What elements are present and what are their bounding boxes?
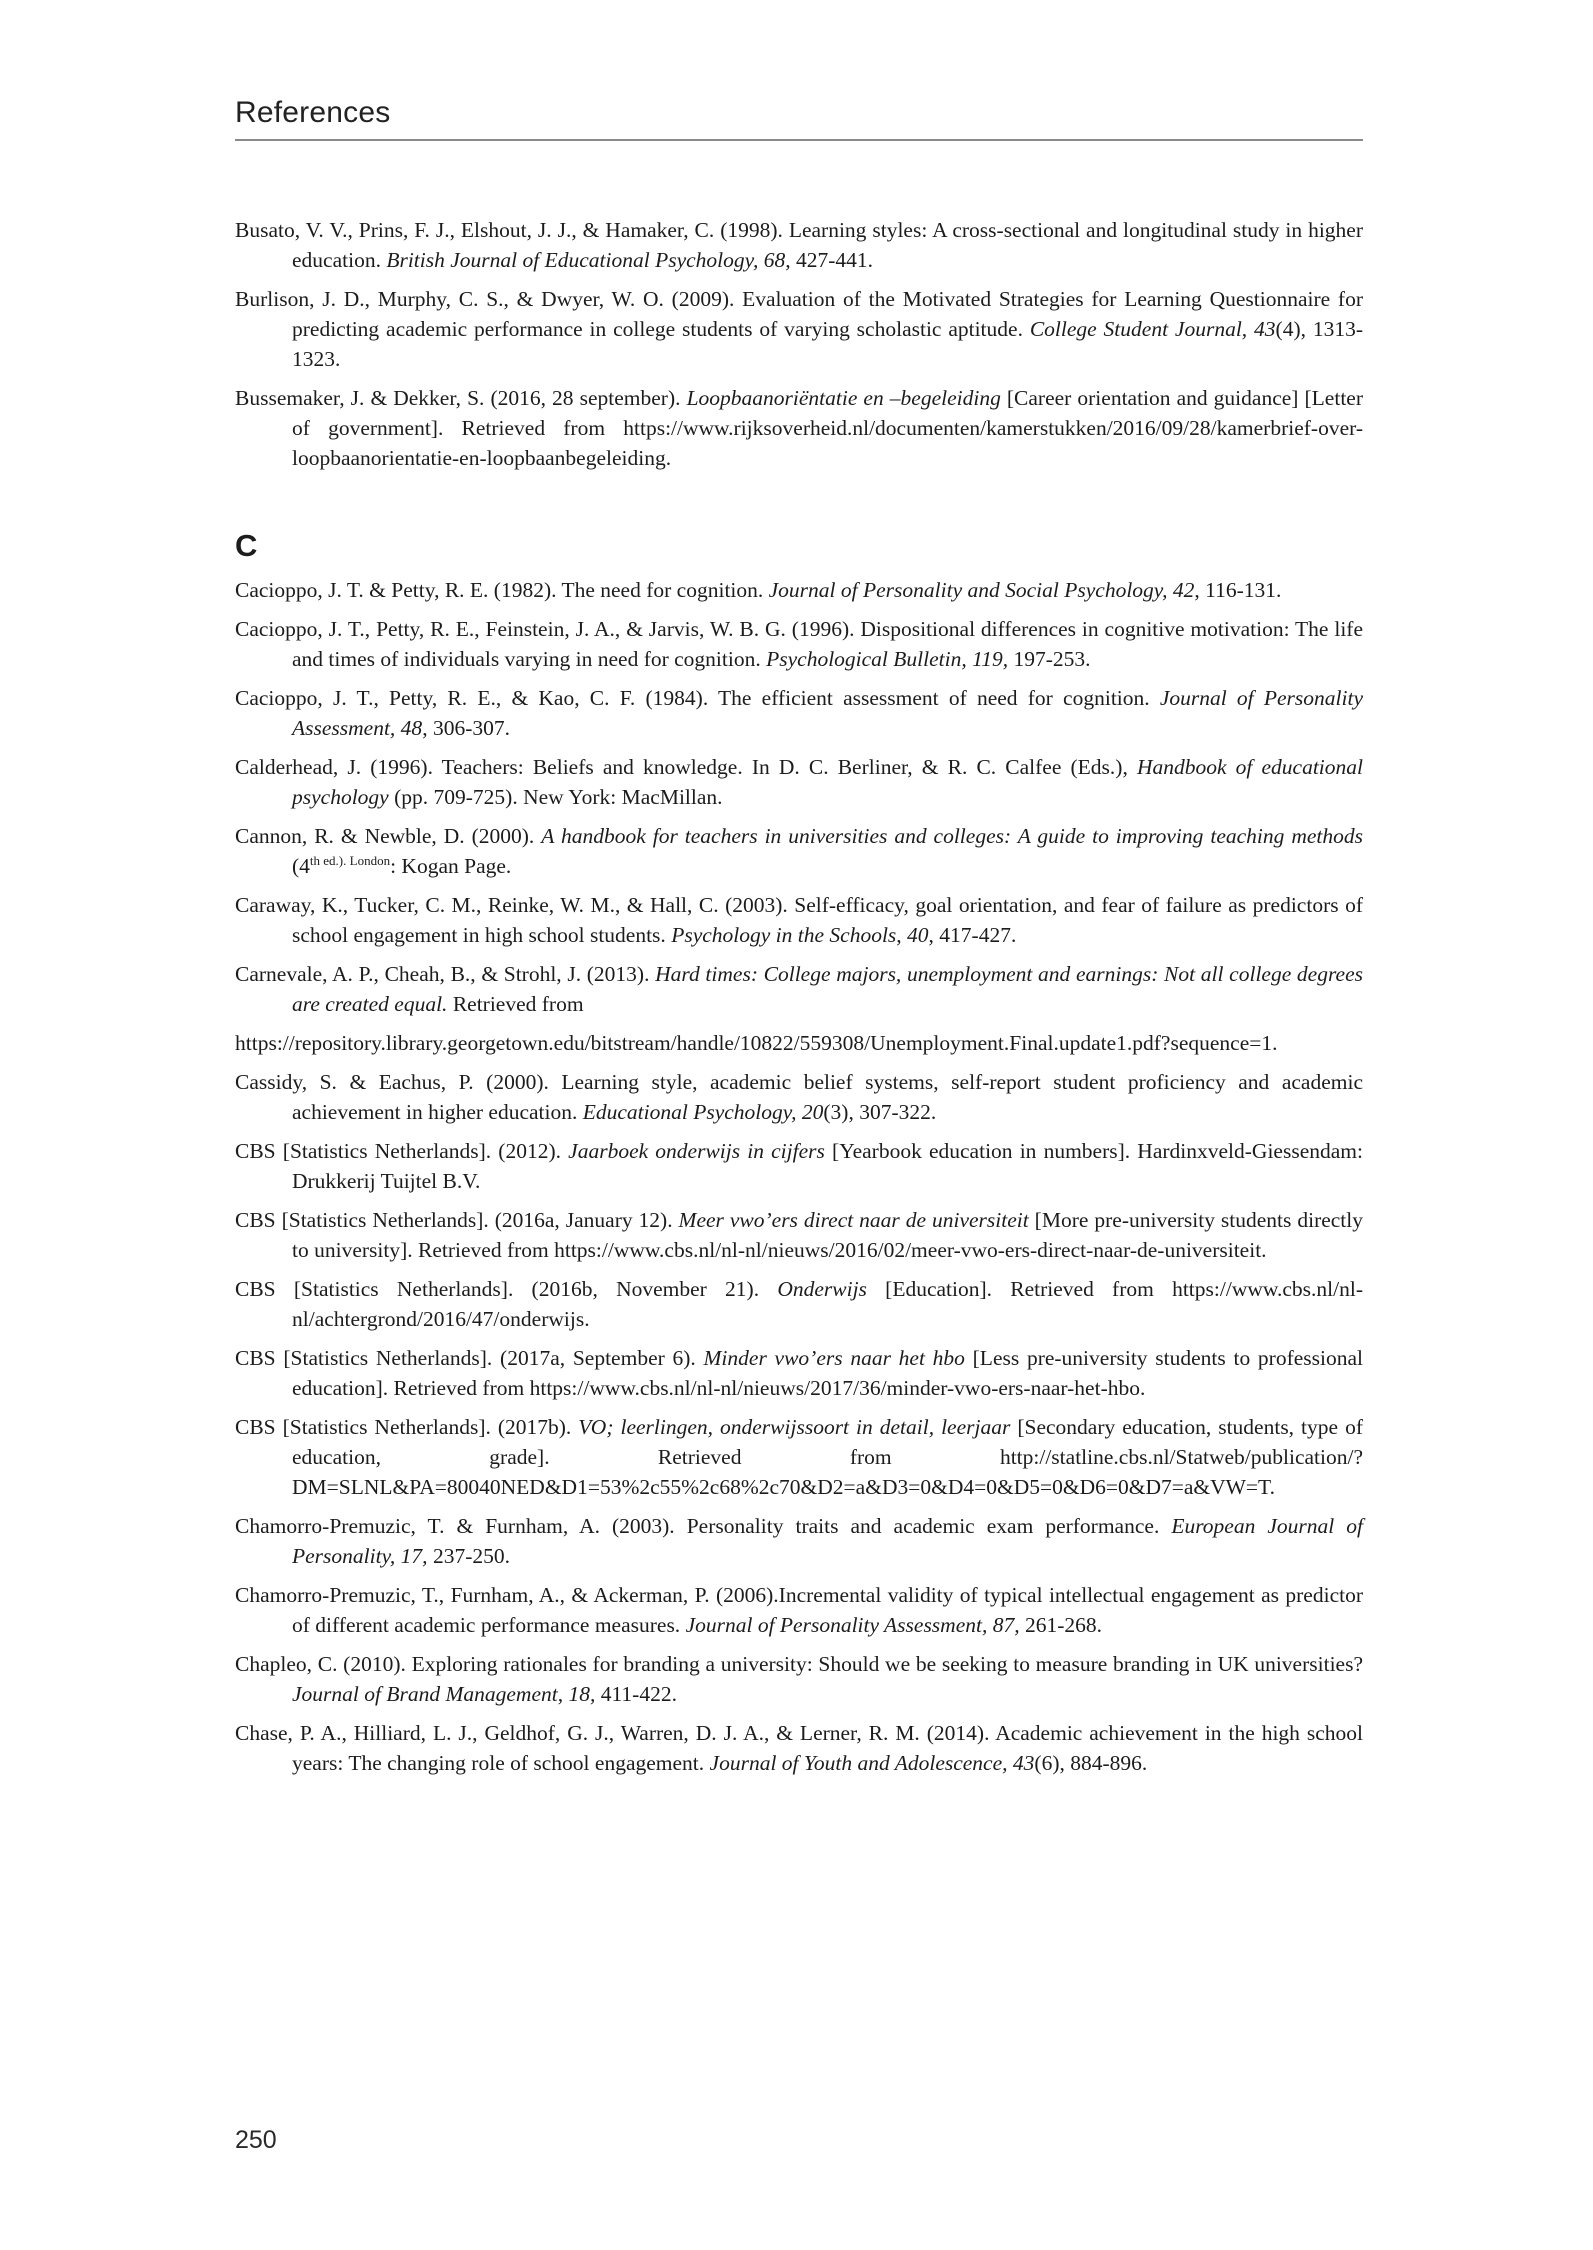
reference-text: (3), 307-322.: [823, 1100, 937, 1124]
reference-text: Jaarboek onderwijs in cijfers: [568, 1139, 825, 1163]
reference-text: , 417-427.: [928, 923, 1017, 947]
reference-entry: [235, 1274, 1363, 1334]
reference-text: Carnevale, A. P., Cheah, B., & Strohl, J. (2013).: [235, 962, 656, 986]
reference-entry: [235, 1580, 1363, 1640]
reference-text: (4: [292, 854, 310, 878]
reference-entry: [235, 383, 1363, 473]
reference-text: Psychology in the Schools: [671, 923, 897, 947]
reference-text: Journal of Brand Management, 18,: [292, 1682, 596, 1706]
reference-text: CBS [Statistics Netherlands]. (2017a, September 6).: [235, 1346, 704, 1370]
reference-text: Cacioppo, J. T., Petty, R. E., Feinstein, J. A., & Jarvis, W. B. G. (1996). Dispositional differences in cognitive motivation: The life and times of individuals varying in need for cognition.: [235, 617, 1363, 671]
reference-entry: [235, 821, 1363, 881]
reference-entry: [235, 1028, 1363, 1058]
reference-text: , 116-131.: [1194, 578, 1282, 602]
reference-text: ,: [896, 923, 908, 947]
reference-text: 261-268.: [1019, 1613, 1103, 1637]
reference-text: [Career orientation and guidance] [Letter of government]. Retrieved from https://www.rijksoverheid.nl/documenten/kamerstukken/2016/09/28/kamerbrief-over-loopbaanorientatie-en-loopbaanbegeleiding.: [292, 386, 1363, 470]
reference-text: CBS [Statistics Netherlands]. (2017b).: [235, 1415, 579, 1439]
reference-text: Journal of Personality Assessment, 87,: [685, 1613, 1020, 1637]
reference-text: Meer vwo’ers direct naar de universiteit: [678, 1208, 1029, 1232]
reference-text: Chase, P. A., Hilliard, L. J., Geldhof, G. J., Warren, D. J. A., & Lerner, R. M. (2014). Academic achievement in the high school years: The changing role of school engagement.: [235, 1721, 1363, 1775]
reference-text: https://repository.library.georgetown.edu/bitstream/handle/10822/559308/Unemployment.Final.update1.pdf?sequence=1.: [235, 1031, 1278, 1055]
reference-text: CBS [Statistics Netherlands]. (2016b, November 21).: [235, 1277, 778, 1301]
reference-entry: [235, 1718, 1363, 1778]
reference-entry: [235, 575, 1363, 605]
reference-entry: [235, 1067, 1363, 1127]
reference-entry: [235, 752, 1363, 812]
reference-text: : Kogan Page.: [390, 854, 512, 878]
reference-entry: [235, 215, 1363, 275]
reference-text: [Education]. Retrieved from https://www.cbs.nl/nl-nl/achtergrond/2016/47/onderwijs.: [292, 1277, 1363, 1331]
reference-text: Calderhead, J. (1996). Teachers: Beliefs and knowledge. In D. C. Berliner, & R. C. Calfee (Eds.),: [235, 755, 1137, 779]
reference-text: [Yearbook education in numbers]. Hardinxveld-Giessendam: Drukkerij Tuijtel B.V.: [292, 1139, 1363, 1193]
reference-text: (4), 1313-1323.: [292, 317, 1363, 371]
reference-entry: [235, 959, 1363, 1019]
reference-text: Cassidy, S. & Eachus, P. (2000). Learning style, academic belief systems, self-report student proficiency and academic achievement in higher education.: [235, 1070, 1363, 1124]
reference-text: 197-253.: [1008, 647, 1091, 671]
reference-entry: [235, 1136, 1363, 1196]
reference-text: Burlison, J. D., Murphy, C. S., & Dwyer, W. O. (2009). Evaluation of the Motivated Strategies for Learning Questionnaire for predicting academic performance in college students of varying scholastic aptitude.: [235, 287, 1363, 341]
reference-text: CBS [Statistics Netherlands]. (2016a, January 12).: [235, 1208, 679, 1232]
reference-entry: [235, 890, 1363, 950]
reference-entry: [235, 1412, 1363, 1502]
reference-entry: [235, 1343, 1363, 1403]
reference-entry: [235, 683, 1363, 743]
reference-text: Chapleo, C. (2010). Exploring rationales for branding a university: Should we be seeking to measure branding in UK universities?: [235, 1652, 1363, 1676]
reference-text: Retrieved from: [447, 992, 584, 1016]
page-number: 250: [235, 2126, 277, 2154]
reference-text: Handbook of educational psychology: [292, 755, 1363, 809]
reference-text: College Student Journal, 43: [1029, 317, 1276, 341]
reference-entry: [235, 614, 1363, 674]
reference-text: 40: [907, 923, 929, 947]
reference-text: British Journal of Educational Psychology, 68,: [386, 248, 791, 272]
section-letter-heading: C: [235, 528, 258, 563]
reference-text: Bussemaker, J. & Dekker, S. (2016, 28 september).: [235, 386, 687, 410]
reference-text: 237-250.: [427, 1544, 510, 1568]
reference-text: Chamorro-Premuzic, T. & Furnham, A. (2003). Personality traits and academic exam performance.: [235, 1514, 1172, 1538]
reference-text: th ed.). London: [309, 852, 391, 868]
reference-text: CBS [Statistics Netherlands]. (2012).: [235, 1139, 569, 1163]
reference-entry: [235, 284, 1363, 374]
reference-text: Cacioppo, J. T. & Petty, R. E. (1982). The need for cognition.: [235, 578, 769, 602]
reference-text: (6), 884-896.: [1034, 1751, 1148, 1775]
header-rule: [235, 139, 1363, 141]
reference-text: , 306-307.: [422, 716, 510, 740]
reference-text: Busato, V. V., Prins, F. J., Elshout, J. J., & Hamaker, C. (1998). Learning styles: A cross-sectional and longitudinal study in higher education.: [235, 218, 1363, 272]
reference-text: Psychological Bulletin, 119,: [766, 647, 1009, 671]
reference-text: VO; leerlingen, onderwijssoort in detail, leerjaar: [578, 1415, 1011, 1439]
reference-text: Loopbaanoriëntatie en –begeleiding: [686, 386, 1001, 410]
references-list: [235, 215, 1363, 1778]
reference-text: [More pre-university students directly to university]. Retrieved from https://www.cbs.nl/nl-nl/nieuws/2016/02/meer-vwo-ers-direct-naar-de-universiteit.: [292, 1208, 1364, 1262]
references-page: [235, 96, 1363, 1787]
reference-text: Journal of Personality Assessment, 48: [292, 686, 1363, 740]
reference-text: Minder vwo’ers naar het hbo: [703, 1346, 965, 1370]
reference-text: 427-441.: [790, 248, 874, 272]
reference-text: Educational Psychology, 20: [582, 1100, 824, 1124]
reference-text: A handbook for teachers in universities and colleges: A guide to improving teaching methods: [541, 824, 1363, 848]
reference-entry: [235, 1205, 1363, 1265]
reference-text: Journal of Youth and Adolescence, 43: [709, 1751, 1035, 1775]
reference-text: Hard times: College majors, unemployment and earnings: Not all college degrees are created equal.: [292, 962, 1363, 1016]
reference-text: Cannon, R. & Newble, D. (2000).: [235, 824, 542, 848]
reference-text: Journal of Personality and Social Psychology, 42: [768, 578, 1195, 602]
page-title: References: [235, 96, 391, 129]
reference-text: Cacioppo, J. T., Petty, R. E., & Kao, C. F. (1984). The efficient assessment of need for cognition.: [235, 686, 1160, 710]
reference-text: [Less pre-university students to professional education]. Retrieved from https://www.cbs.nl/nl-nl/nieuws/2017/36/minder-vwo-ers-naar-het-hbo.: [292, 1346, 1364, 1400]
reference-entry: [235, 1511, 1363, 1571]
reference-text: [Secondary education, students, type of education, grade]. Retrieved from http://statline.cbs.nl/Statweb/publication/?DM=SLNL&PA=80040NED&D1=53%2c55%2c68%2c70&D2=a&D3=0&D4=0&D5=0&D6=0&D7=a&VW=T.: [292, 1415, 1363, 1499]
reference-text: European Journal of Personality, 17,: [292, 1514, 1363, 1568]
reference-text: 411-422.: [595, 1682, 677, 1706]
reference-entry: [235, 1649, 1363, 1709]
reference-text: (pp. 709-725). New York: MacMillan.: [388, 785, 723, 809]
reference-text: Caraway, K., Tucker, C. M., Reinke, W. M., & Hall, C. (2003). Self-efficacy, goal orientation, and fear of failure as predictors of school engagement in high school students.: [235, 893, 1363, 947]
reference-text: Onderwijs: [777, 1277, 867, 1301]
reference-text: Chamorro-Premuzic, T., Furnham, A., & Ackerman, P. (2006).Incremental validity of typical intellectual engagement as predictor of different academic performance measures.: [235, 1583, 1363, 1637]
